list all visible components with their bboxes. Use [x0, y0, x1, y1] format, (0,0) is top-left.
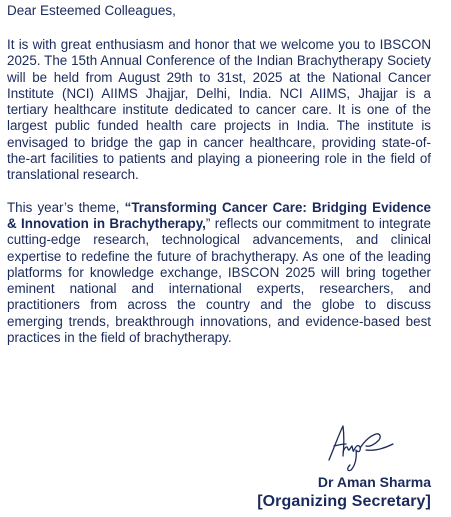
signatory-name: Dr Aman Sharma	[317, 474, 431, 490]
signature-image	[326, 420, 396, 474]
theme-intro-text: This year’s theme,	[7, 199, 125, 215]
conference-theme: “Transforming Cancer Care: Bridging Evidence & Innovation in Brachytherapy,	[7, 199, 431, 231]
signatory-role: [Organizing Secretary]	[257, 493, 431, 510]
salutation: Dear Esteemed Colleagues,	[7, 3, 176, 18]
welcome-paragraph: It is with great enthusiasm and honor that we welcome you to IBSCON 2025. The 15th Annual Conference of the Indian Brachytherapy Society will be held from August 29th to 31st, 2025 at the National Cancer Institute (NCI) AIIMS Jhajjar, Delhi, India. NCI AIIMS, Jhajjar is a tertiary healthcare institute dedicated to cancer care. It is one of the largest public funded health care projects in India. The institute is envisaged to bridge the gap in cancer healthcare, providing state-of-the-art facilities to patients and playing a pioneering role in the field of translational research.	[7, 37, 431, 183]
theme-rest-text: ” reflects our commitment to integrate cutting-edge research, technological advancements, and clinical expertise to redefine the future of brachytherapy. As one of the leading platforms for knowledge exchange, IBSCON 2025 will bring together eminent national and international experts, researchers, and practitioners from across the country and the globe to discuss emerging trends, breakthrough innovations, and evidence-based best practices in the field of brachytherapy.	[7, 215, 431, 346]
theme-paragraph	[7, 200, 431, 347]
